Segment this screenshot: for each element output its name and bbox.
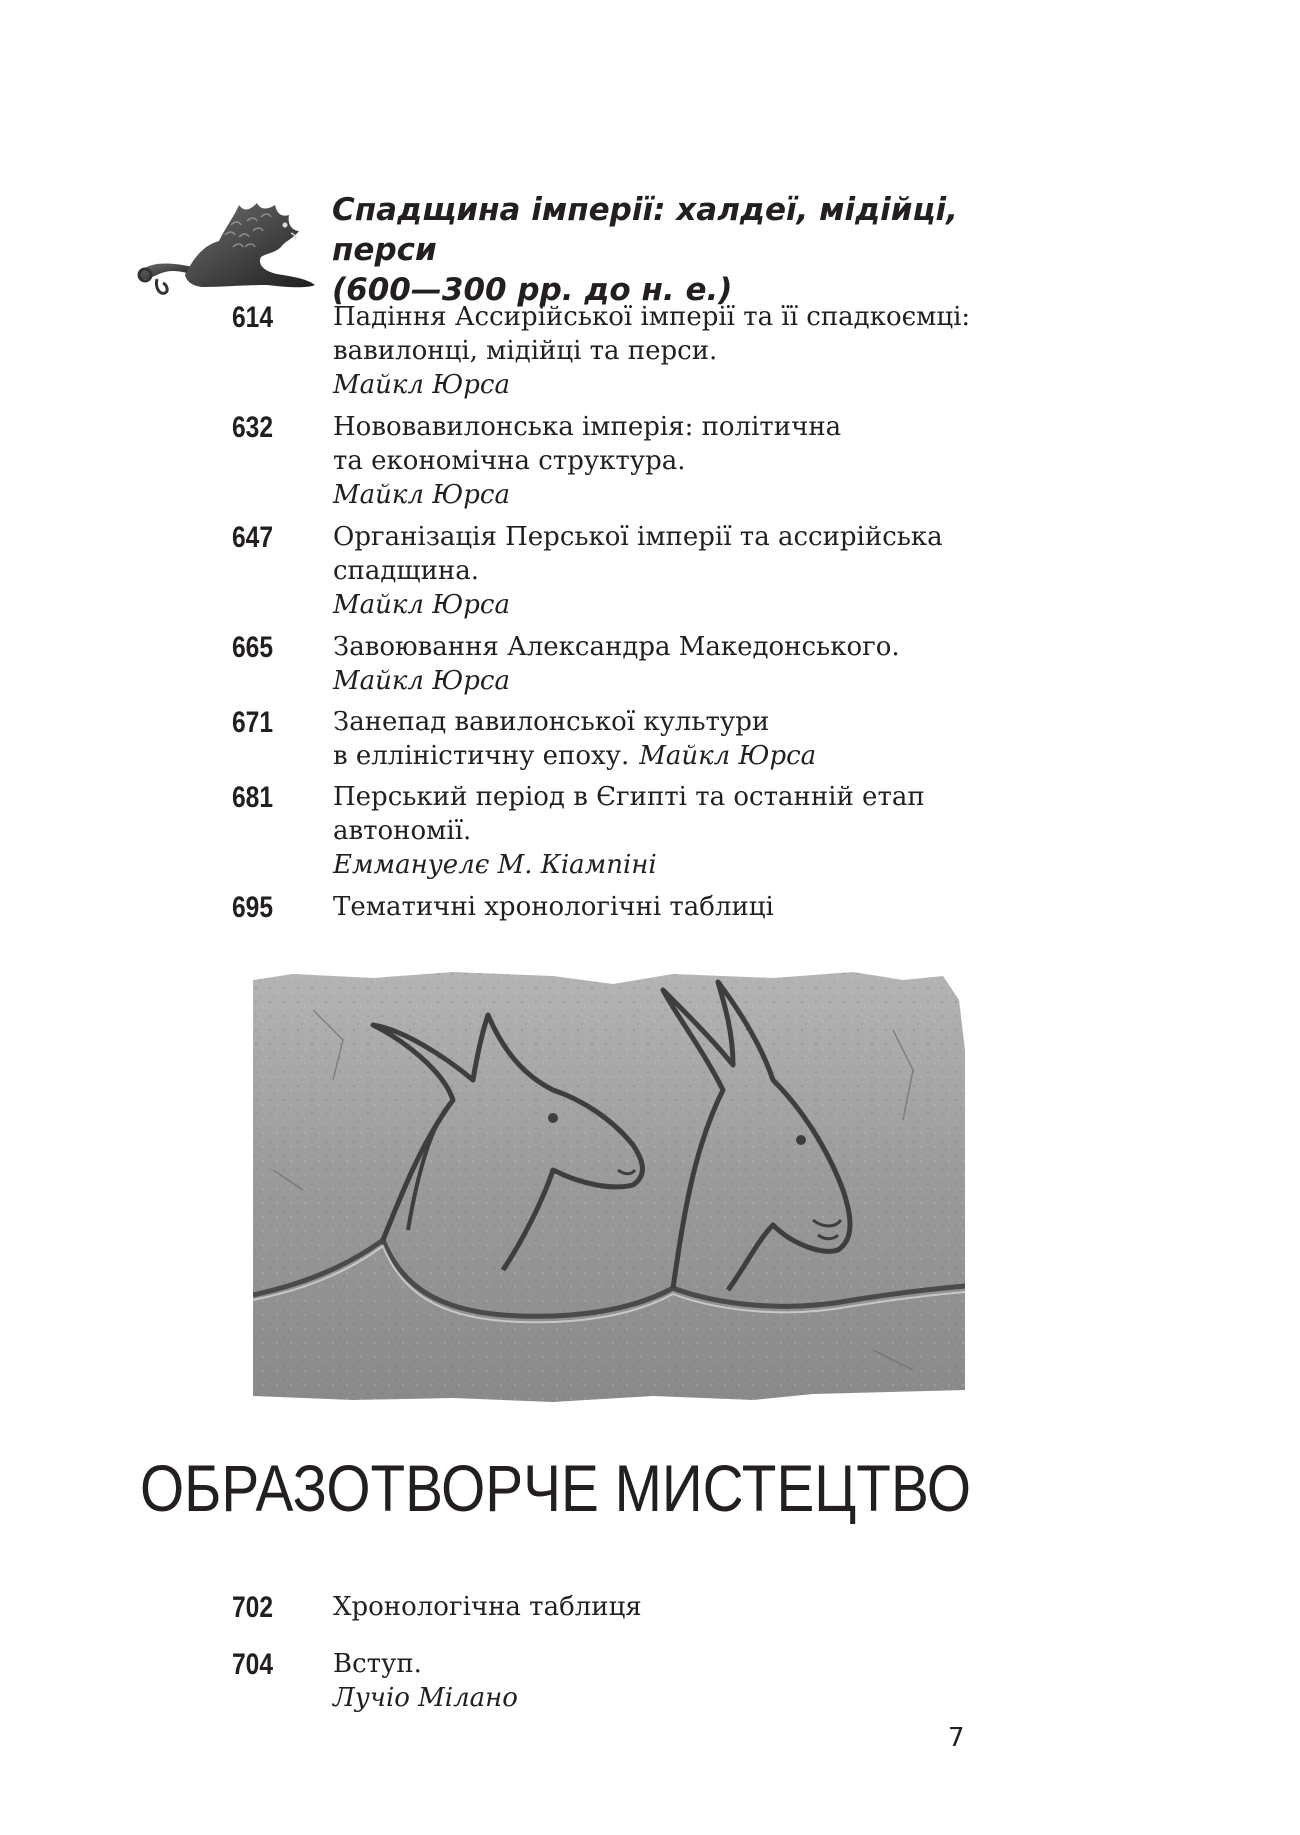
toc-entry-body	[333, 520, 1053, 622]
toc-entry-body	[333, 705, 1053, 773]
toc-entry-body	[333, 300, 1053, 402]
toc-page-number: 632	[232, 411, 274, 444]
lion-emblem-icon	[135, 195, 320, 300]
toc-entry-author: Майкл Юрса	[333, 666, 510, 696]
toc-entry-author: Еммануелє М. Кіампіні	[333, 850, 657, 880]
part-heading-line: (600—300 рр. до н. е.)	[332, 272, 733, 308]
toc-entry-title-line: Завоювання Александра Македонського.	[333, 632, 900, 662]
toc-entry-body	[333, 630, 1053, 698]
toc-entry-author: Майкл Юрса	[639, 741, 817, 771]
toc-entry-body	[333, 1647, 1053, 1715]
toc-entry-title-line: Тематичні хронологічні таблиці	[333, 892, 774, 922]
toc-entry-body	[333, 780, 1053, 882]
toc-entry-title-line: Вступ.	[333, 1649, 422, 1679]
toc-entry-title-line: Нововавилонська імперія: політична	[333, 412, 842, 442]
toc-entry-body	[333, 890, 1053, 924]
toc-page-number: 704	[232, 1648, 274, 1681]
toc-page-number: 665	[232, 631, 274, 664]
toc-entry-title-line: Падіння Ассирійської імперії та її спадкоємці:	[333, 302, 971, 332]
part-heading-line: Спадщина імперії: халдеї, мідійці, перси	[332, 192, 958, 268]
toc-entry-author: Майкл Юрса	[333, 370, 510, 400]
toc-page-number: 702	[232, 1591, 274, 1624]
toc-entry-author: Майкл Юрса	[333, 590, 510, 620]
toc-page-number: 671	[232, 706, 274, 739]
toc-entry-title-line: в елліністичну епоху.	[333, 741, 630, 771]
toc-page-number: 647	[232, 521, 274, 554]
toc-page-number: 681	[232, 781, 274, 814]
toc-entry-body	[333, 410, 1053, 512]
relief-photo	[253, 970, 965, 1405]
toc-entry-title-line: Організація Перської імперії та ассирійська	[333, 522, 943, 552]
section-title: ОБРАЗОТВОРЧЕ МИСТЕЦТВО	[140, 1451, 972, 1525]
toc-entry-body	[333, 1590, 1053, 1624]
toc-entry-title-line: автономії.	[333, 816, 472, 846]
toc-entry-title-line: вавилонці, мідійці та перси.	[333, 336, 718, 366]
toc-entry-author: Лучіо Мілано	[333, 1683, 518, 1713]
toc-entry-title-line: спадщина.	[333, 556, 479, 586]
toc-entry-author: Майкл Юрса	[333, 480, 510, 510]
toc-page-number: 695	[232, 891, 274, 924]
toc-entry-title-line: та економічна структура.	[333, 446, 686, 476]
toc-page-number: 614	[232, 301, 274, 334]
toc-entry-title-line-group	[333, 739, 1053, 773]
toc-entry-title-line: Занепад вавилонської культури	[333, 707, 770, 737]
page-number: 7	[948, 1723, 965, 1753]
part-heading	[332, 190, 1052, 310]
toc-entry-title-line: Перський період в Єгипті та останній етап	[333, 782, 925, 812]
toc-entry-title-line: Хронологічна таблиця	[333, 1592, 642, 1622]
